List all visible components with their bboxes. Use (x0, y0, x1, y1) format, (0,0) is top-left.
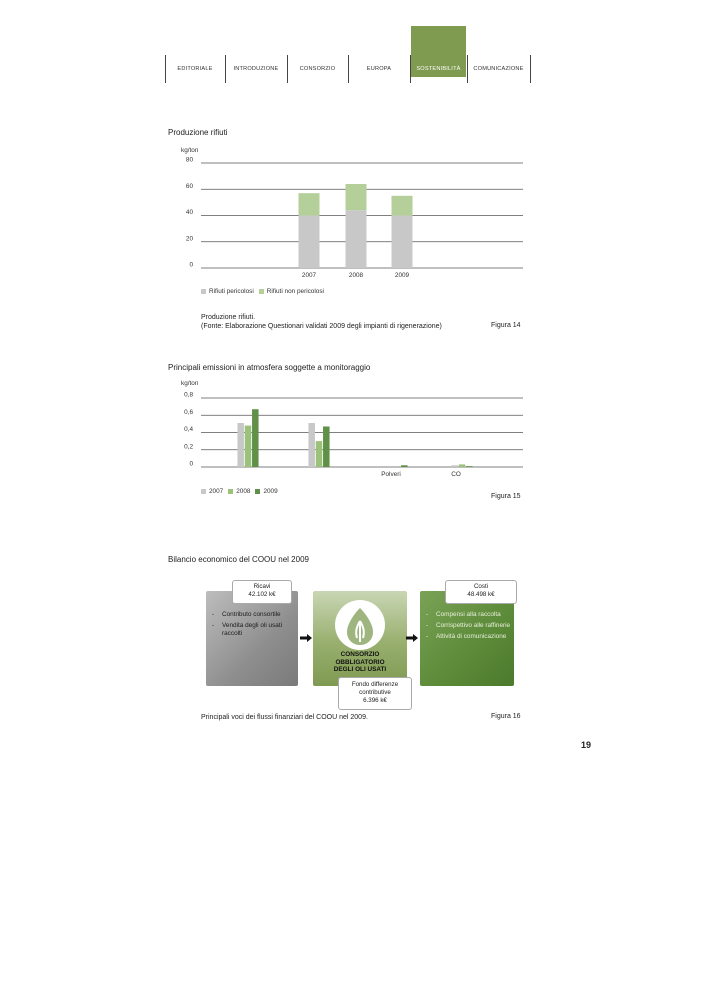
nav-tab-comunicazione[interactable]: COMUNICAZIONE (473, 66, 524, 72)
bar-2008 (316, 441, 323, 467)
nav-tab-sostenibilita[interactable]: SOSTENIBILITÀ (416, 66, 461, 72)
costi-list (426, 611, 512, 644)
consorzio-name-line1: CONSORZIO (340, 651, 380, 658)
fig16-caption: Principali voci dei flussi finanziari del COOU nel 2009. (201, 714, 368, 721)
nav-tab-introduzione[interactable]: INTRODUZIONE (233, 66, 279, 72)
costi-value: 48.498 k€ (467, 591, 495, 598)
bar-rifiuti-pericolosi (346, 210, 367, 268)
legend-swatch-2008 (228, 489, 233, 494)
y-tick-label: 40 (185, 209, 193, 216)
waste-production-chart (168, 142, 538, 307)
nav-tab-consorzio[interactable]: CONSORZIO (299, 66, 336, 72)
fondo-callout (338, 677, 412, 710)
ricavi-label: Ricavi (253, 583, 271, 590)
list-item: - Compensi alla raccolta (426, 611, 501, 618)
y-tick-label: 0 (189, 460, 193, 468)
bar-rifiuti-non-pericolosi (299, 193, 320, 215)
list-item: - Corrispettivo alle raffinerie (426, 622, 511, 629)
fig15-legend (201, 488, 278, 495)
y-axis-unit: kg/ton (181, 147, 199, 154)
fig14-label: Figura 14 (491, 322, 521, 329)
fig14-caption-line2: (Fonte: Elaborazione Questionari validati 2009 degli impianti di rigenerazione) (201, 323, 442, 330)
ricavi-list (212, 611, 296, 641)
emissions-chart (168, 376, 538, 486)
legend-label-2007: 2007 (209, 488, 224, 495)
fondo-label-line2: contributive (359, 689, 391, 696)
page-number: 19 (581, 740, 592, 750)
fig14-legend (201, 288, 324, 295)
y-tick-label: 60 (185, 182, 193, 190)
bar-rifiuti-non-pericolosi (392, 196, 413, 216)
costi-callout (445, 580, 517, 604)
bar-2009 (252, 409, 258, 467)
y-tick-label: 20 (185, 235, 193, 243)
x-tick-label: 2009 (394, 272, 410, 279)
nav-tab-europa[interactable]: EUROPA (366, 66, 392, 72)
fondo-value: 6.396 k€ (363, 697, 387, 704)
costi-label: Costi (473, 583, 489, 590)
arrow-right-icon (406, 634, 418, 642)
nav-separator (530, 55, 531, 83)
x-tick-label: Polveri (381, 471, 401, 478)
bar-2007 (237, 423, 244, 467)
fig14-title: Produzione rifiuti (168, 128, 228, 137)
fig16-label: Figura 16 (491, 713, 521, 720)
legend-label-2009: 2009 (263, 488, 278, 495)
bar-rifiuti-pericolosi (299, 216, 320, 269)
y-tick-label: 0,2 (184, 443, 193, 451)
top-nav (165, 55, 531, 83)
legend-label-pericolosi: Rifiuti pericolosi (209, 288, 254, 295)
list-item: - Vendita degli oli usati raccolti (212, 622, 283, 637)
y-tick-label: 0,4 (184, 426, 193, 433)
fig14-caption (201, 313, 442, 331)
legend-label-non-pericolosi: Rifiuti non pericolosi (266, 288, 324, 295)
y-axis-unit: kg/ton (181, 380, 199, 387)
fig15-title: Principali emissioni in atmosfera soggette a monitoraggio (168, 363, 371, 372)
legend-label-2008: 2008 (236, 488, 251, 495)
y-tick-label: 0 (189, 261, 193, 269)
legend-swatch-non-pericolosi (259, 289, 264, 294)
fig14-caption-line1: Produzione rifiuti. (201, 314, 256, 321)
ricavi-callout (232, 580, 292, 604)
bar-2007 (451, 465, 458, 467)
consorzio-name-line3: DEGLI OLI USATI (333, 666, 387, 673)
consorzio-name-line2: OBBLIGATORIO (335, 658, 385, 666)
bar-2008 (459, 464, 466, 467)
x-tick-label: CO (451, 471, 461, 478)
bar-rifiuti-non-pericolosi (346, 184, 367, 210)
nav-tab-editoriale[interactable]: EDITORIALE (177, 66, 213, 72)
x-tick-label: 2008 (348, 272, 364, 279)
list-item: - Contributo consortile (212, 611, 281, 618)
y-tick-label: 0,8 (184, 391, 193, 399)
arrow-right-icon (300, 634, 312, 642)
fondo-label-line1: Fondo differenze (351, 681, 399, 688)
bar-2009 (401, 465, 408, 467)
ricavi-value: 42.102 k€ (248, 591, 276, 598)
legend-swatch-2009 (255, 489, 260, 494)
x-tick-label: 2007 (301, 272, 317, 279)
legend-swatch-pericolosi (201, 289, 206, 294)
fig16-title: Bilancio economico del COOU nel 2009 (168, 555, 309, 564)
bar-2009 (466, 466, 473, 467)
bar-2009 (323, 426, 330, 467)
list-item: - Attività di comunicazione (426, 633, 507, 640)
consorzio-name (313, 651, 407, 674)
bar-2007 (308, 423, 315, 467)
fig15-label: Figura 15 (491, 493, 521, 500)
bar-rifiuti-pericolosi (392, 216, 413, 269)
y-tick-label: 80 (185, 156, 193, 164)
bar-2008 (245, 426, 252, 467)
legend-swatch-2007 (201, 489, 206, 494)
y-tick-label: 0,6 (184, 408, 193, 416)
coou-logo-icon (333, 598, 387, 652)
